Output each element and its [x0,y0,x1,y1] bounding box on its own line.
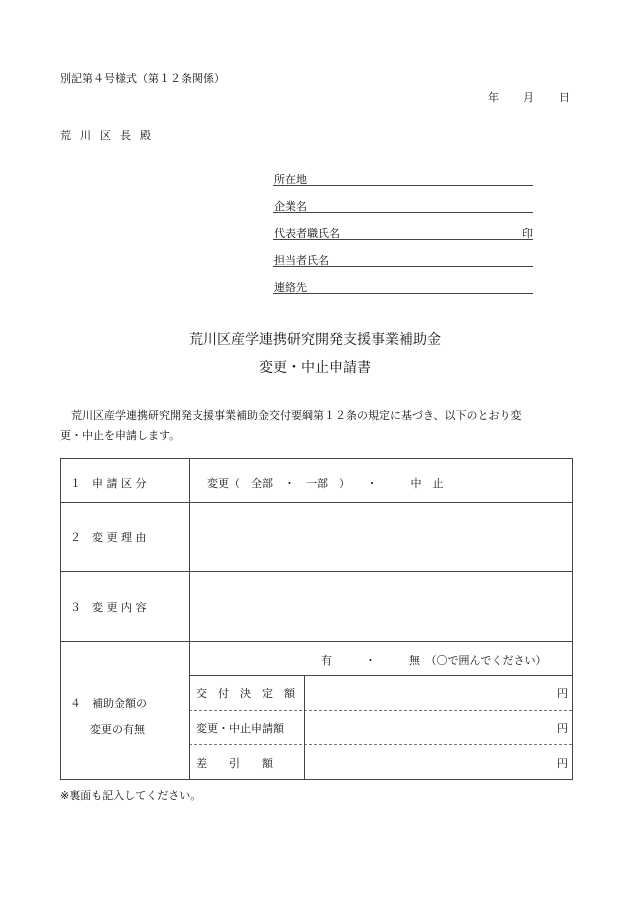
applicant-contact-field[interactable] [273,279,533,294]
amount-row-unit: 円 [557,757,568,770]
amount-input-field[interactable] [308,678,548,708]
amount-input-field[interactable] [308,747,548,777]
body-line-1: 荒川区産学連携研究開発支援事業補助金交付要綱第１２条の規定に基づき、以下のとおり変 [71,409,522,422]
document-title-line1: 荒川区産学連携研究開発支援事業補助金 [189,332,441,348]
amount-row-label: 差 引 額 [196,757,273,770]
date-month-label: 月 [523,91,534,104]
applicant-contact-label: 連絡先 [274,281,307,294]
document-title-line2: 変更・中止申請書 [259,360,371,376]
table-column-divider [189,459,190,779]
applicant-company-label: 企業名 [274,200,307,213]
row-application-type-label: １ 申 請 区 分 [70,477,147,490]
applicant-company-field[interactable] [273,198,533,213]
applicant-representative-label: 代表者職氏名 [274,227,340,240]
footnote: ※裏面も記入してください。 [60,789,202,802]
amount-row-label: 変更・中止申請額 [196,722,284,735]
applicant-address-field[interactable] [273,171,533,186]
applicant-address-label: 所在地 [274,173,307,186]
table-column-divider [304,675,305,779]
table-rule [61,571,572,572]
table-rule [189,675,572,676]
date-year-label: 年 [488,91,499,104]
seal-mark: 印 [522,227,533,240]
table-rule [61,502,572,503]
row-subsidy-change-label: ４ 補助金額の [70,697,147,710]
table-dashed-rule [189,744,572,745]
row-subsidy-change-label-2: 変更の有無 [90,723,145,736]
addressee: 荒川区長殿 [60,129,160,142]
applicant-contact-person-label: 担当者氏名 [274,254,329,267]
amount-input-field[interactable] [308,713,548,743]
amount-row-unit: 円 [557,687,568,700]
row-change-reason-label: ２ 変 更 理 由 [70,531,147,544]
table-dashed-rule [189,710,572,711]
applicant-representative-field[interactable] [273,225,533,240]
change-reason-field[interactable] [191,504,571,570]
change-content-field[interactable] [191,573,571,640]
table-rule [61,641,572,642]
application-table [60,458,573,780]
row-change-content-label: ３ 変 更 内 容 [70,601,147,614]
subsidy-change-choice[interactable]: 有 ・ 無 （〇で囲んでください） [321,654,547,667]
form-number: 別記第４号様式（第１２条関係） [60,72,225,85]
amount-row-unit: 円 [557,722,568,735]
body-paragraph [60,406,575,446]
applicant-contact-person-field[interactable] [273,252,533,267]
amount-row-label: 交 付 決 定 額 [196,687,295,700]
date-day-label: 日 [559,91,570,104]
row-application-type-options[interactable]: 変更（ 全部 ・ 一部 ） ・ 中 止 [207,477,444,490]
body-line-2: 更・中止を申請します。 [60,429,181,442]
